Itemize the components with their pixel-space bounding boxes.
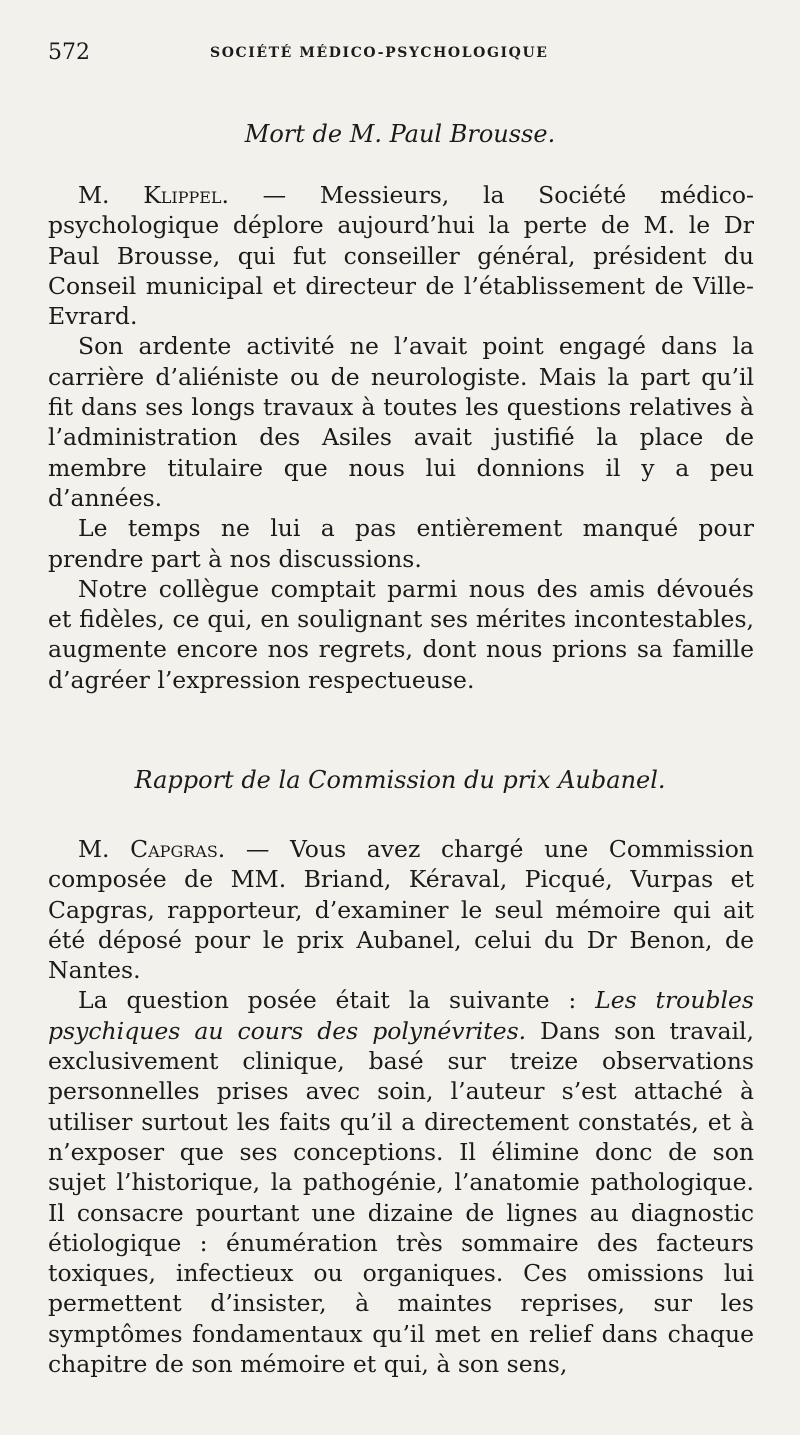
paragraph-text: La question posée était la suivante : [78,986,596,1015]
paragraph-text: — Messieurs, la Société médico-psychologique déplore aujourd’hui la perte de M. le Dr Paul Brousse, qui fut conseiller général, président du Conseil municipal et directeur de l’établissement de Ville-Evrard. [48,181,754,331]
page-number: 572 [48,40,90,65]
section-title-brousse: Mort de M. Paul Brousse. [244,120,556,148]
speaker-name: M. Klippel. [78,181,230,209]
running-title: SOCIÉTÉ MÉDICO-PSYCHOLOGIQUE [210,45,549,61]
paragraph-text: — Vous avez chargé une Commission composée de MM. Briand, Kéraval, Picqué, Vurpas et Capgras, rapporteur, d’examiner le seul mémoire qui ait été déposé pour le prix Aubanel, celui du Dr Benon, de Nantes. [48,835,754,985]
section-title-aubanel: Rapport de la Commission du prix Aubanel. [134,766,666,794]
paragraph: Notre collègue comptait parmi nous des amis dévoués et fidèles, ce qui, en soulignant ses mérites incontestables, augmente encore nos regrets, dont nous prions sa famille d’agréer l’expression respectueuse. [48,574,754,694]
paragraph [48,985,754,1379]
paragraph: Son ardente activité ne l’avait point engagé dans la carrière d’aliéniste ou de neurologiste. Mais la part qu’il fit dans ses longs travaux à toutes les questions relatives à l’administration des Asiles avait justifié la place de membre titulaire que nous lui donnions il y a peu d’années. [48,332,754,512]
section-body-aubanel [48,834,754,1379]
paragraph [48,180,754,331]
paragraph-text: Dans son travail, exclusivement clinique, basé sur treize observations personnelles prises avec soin, l’auteur s’est attaché à utiliser surtout les faits qu’il a directement constatés, et à n’exposer que ses conceptions. Il élimine donc de son sujet l’historique, la pathogénie, l’anatomie pathologique. Il consacre pourtant une dizaine de lignes au diagnostic étiologique : énumération très sommaire des facteurs toxiques, infectieux ou organiques. Ces omissions lui permettent d’insister, à maintes reprises, sur les symptômes fondamentaux qu’il met en relief dans chaque chapitre de son mémoire et qui, à son sens, [48,1016,754,1379]
question-title: Les troubles psychiques au cours des polynévrites. [48,986,754,1045]
speaker-name: M. Capgras. [78,835,226,863]
paragraph: Le temps ne lui a pas entièrement manqué pour prendre part à nos discussions. [48,514,754,573]
section-body-brousse [48,180,754,695]
page-header [48,40,752,66]
paragraph [48,834,754,985]
